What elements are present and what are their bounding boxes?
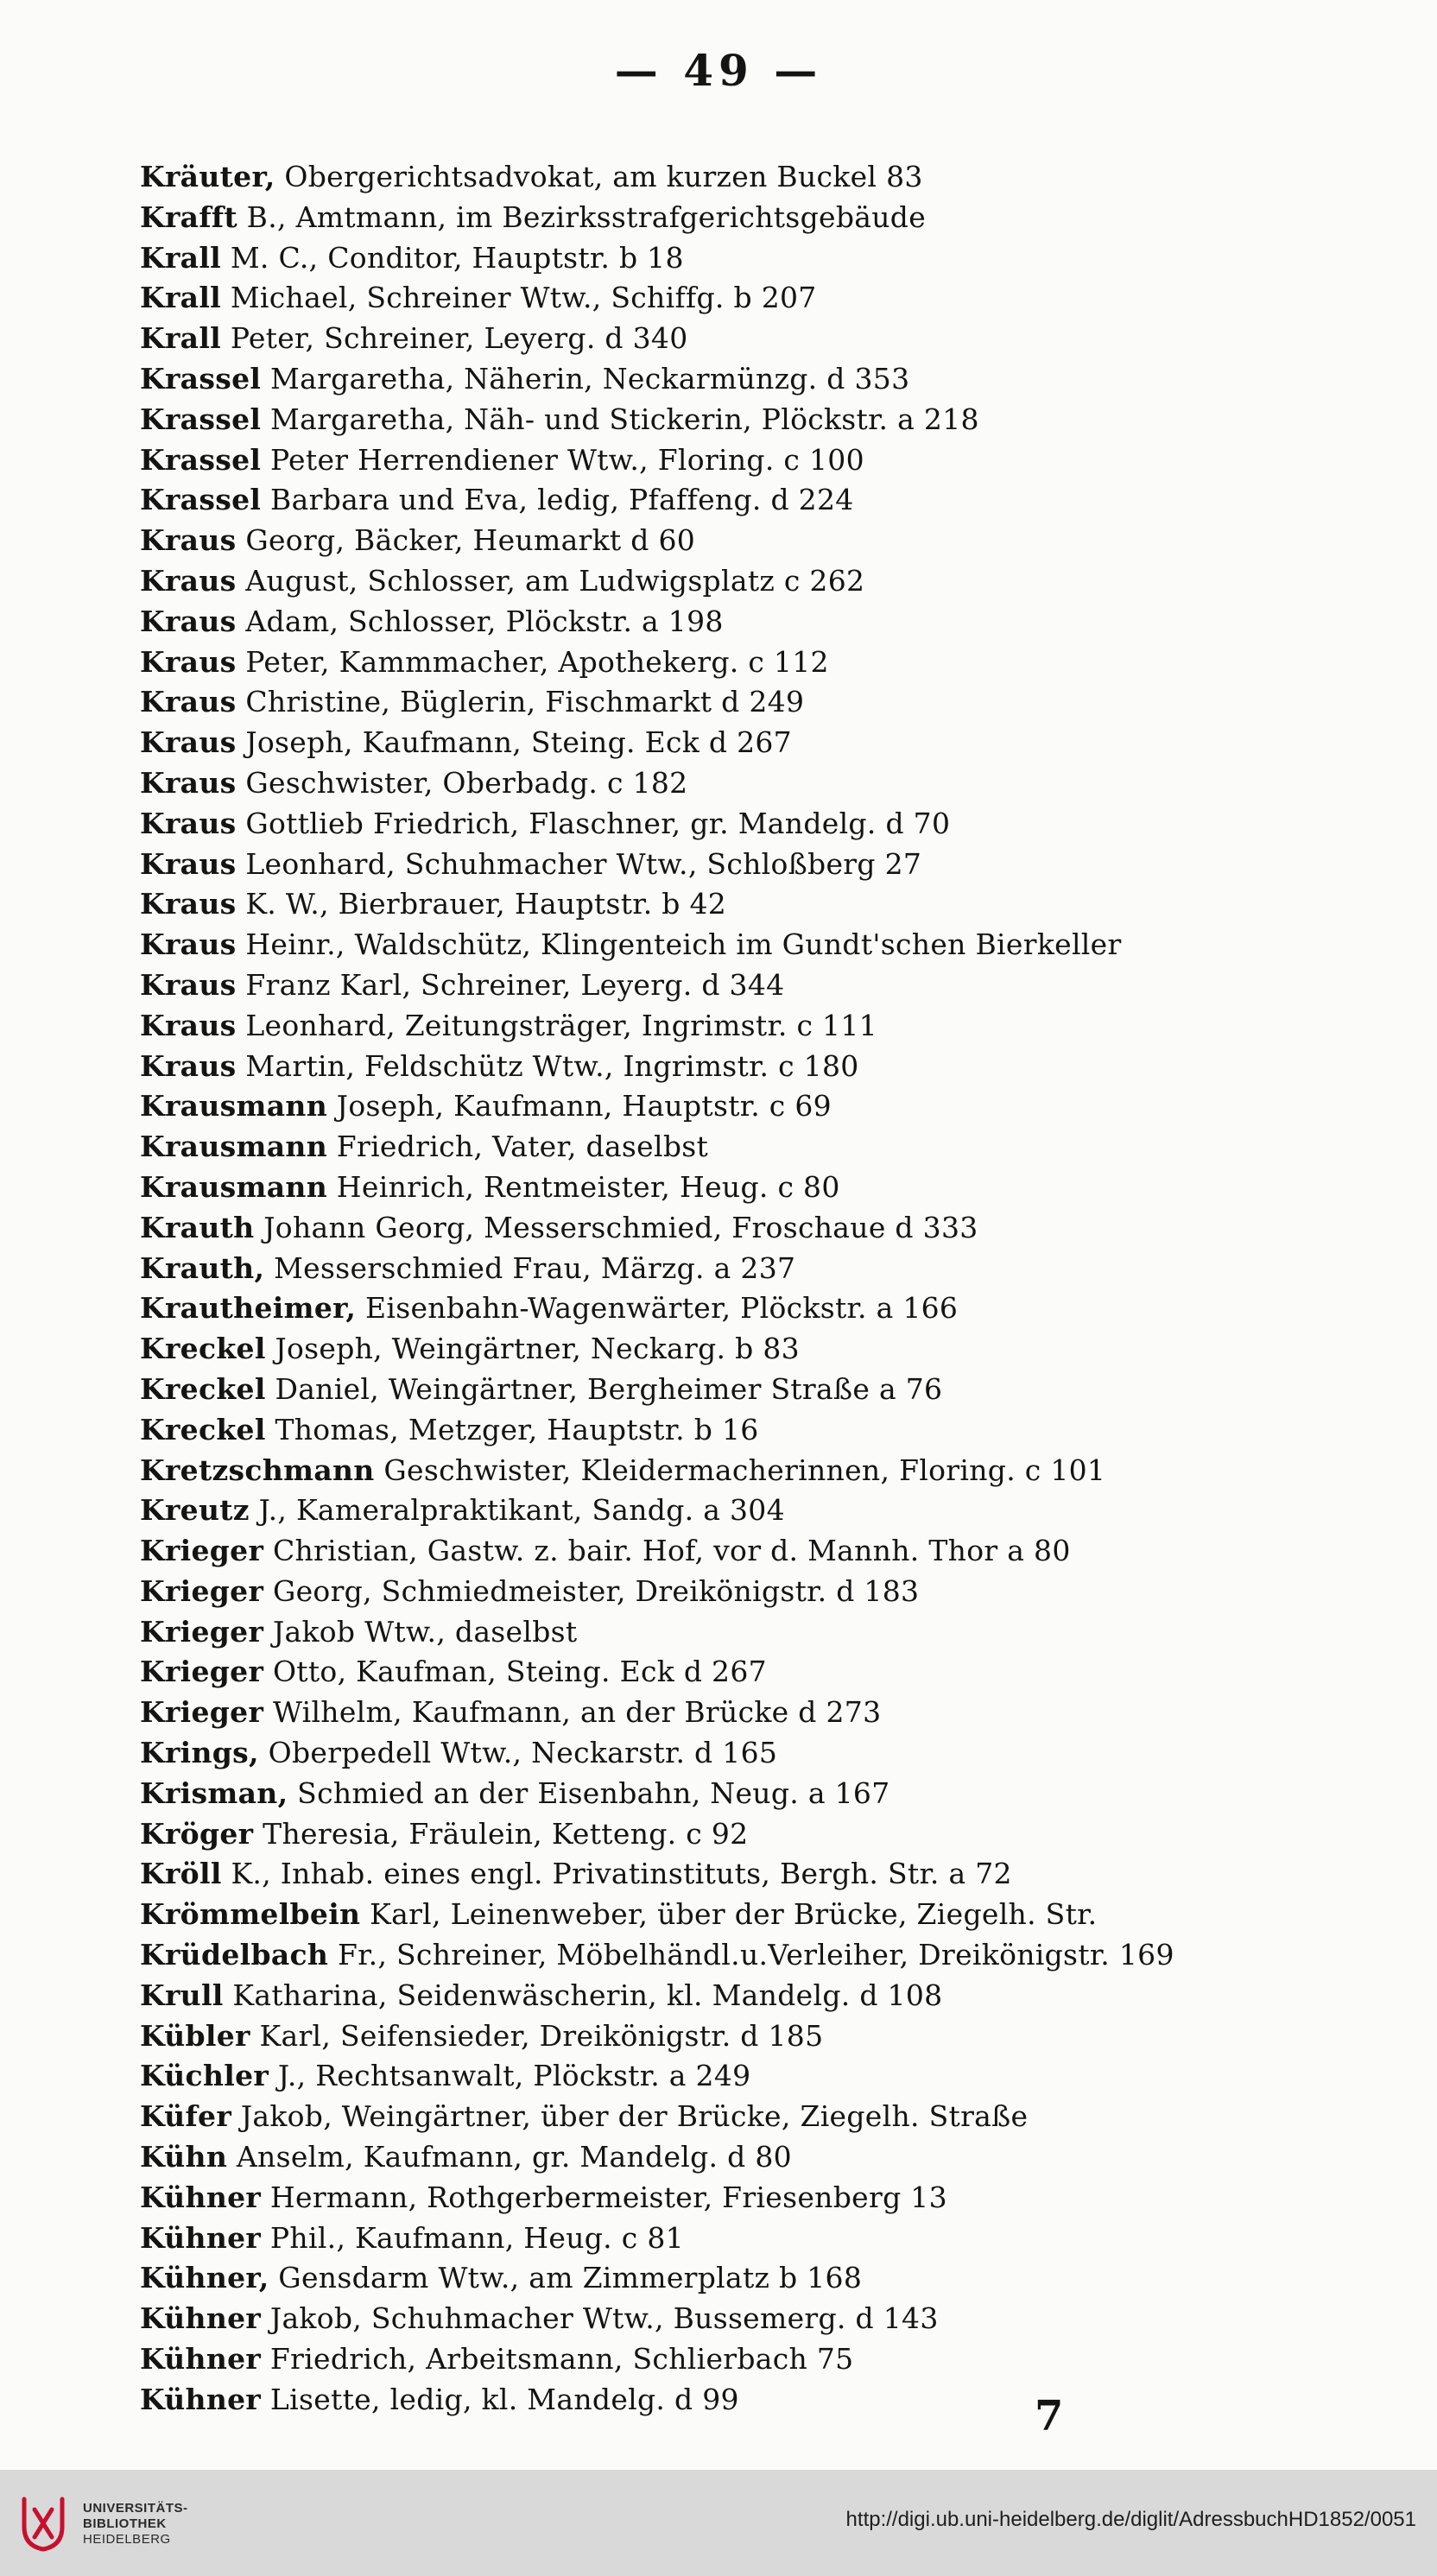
entry-details: Obergerichtsadvokat, am kurzen Buckel 83	[275, 160, 923, 193]
entry-details: Eisenbahn-Wagenwärter, Plöckstr. a 166	[356, 1291, 959, 1326]
entry-surname: Kraus	[140, 1048, 237, 1083]
entry-surname: Krassel	[140, 402, 262, 436]
entry-details: Friedrich, Vater, daselbst	[327, 1130, 709, 1164]
entry-surname: Krömmelbein	[140, 1897, 361, 1932]
entry-surname: Küchler	[140, 2059, 269, 2093]
entry-details: Peter, Schreiner, Leyerg. d 340	[221, 321, 688, 356]
directory-entry	[140, 278, 1366, 319]
footer-bar	[0, 2470, 1437, 2576]
library-name-line3: HEIDELBERG	[83, 2532, 171, 2547]
entry-details: Joseph, Weingärtner, Neckarg. b 83	[265, 1332, 800, 1366]
directory-entry	[140, 1693, 1366, 1733]
entry-surname: Krieger	[140, 1695, 264, 1730]
directory-entry	[140, 1006, 1366, 1047]
entry-surname: Krieger	[140, 1614, 264, 1649]
directory-entry	[140, 1733, 1366, 1774]
entry-details: Georg, Bäcker, Heumarkt d 60	[236, 523, 696, 558]
directory-entry	[140, 359, 1366, 400]
entry-surname: Krieger	[140, 1534, 264, 1568]
entry-surname: Kreckel	[140, 1412, 266, 1446]
entry-details: Joseph, Kaufmann, Hauptstr. c 69	[327, 1089, 832, 1123]
directory-entry	[140, 1854, 1366, 1895]
directory-entry	[140, 845, 1366, 885]
entry-surname: Krautheimer,	[140, 1291, 357, 1326]
entry-details: Hermann, Rothgerbermeister, Friesenberg 13	[261, 2180, 947, 2214]
directory-entry	[140, 2218, 1366, 2259]
entry-details: K., Inhab. eines engl. Privatinstituts, Bergh. Str. a 72	[221, 1857, 1012, 1891]
entry-details: Karl, Seifensieder, Dreikönigstr. d 185	[250, 2018, 824, 2053]
entry-details: Oberpedell Wtw., Neckarstr. d 165	[258, 1736, 778, 1770]
entry-details: Heinr., Waldschütz, Klingenteich im Gundt'schen Bierkeller	[236, 927, 1122, 962]
directory-entry	[140, 1410, 1366, 1451]
entry-surname: Krall	[140, 281, 222, 315]
directory-entry	[140, 1208, 1366, 1249]
directory-entry	[140, 2137, 1366, 2178]
directory-entry	[140, 1086, 1366, 1127]
entry-details: Adam, Schlosser, Plöckstr. a 198	[236, 604, 724, 638]
entry-surname: Kraus	[140, 563, 237, 598]
entry-surname: Kraus	[140, 967, 237, 1002]
directory-entry	[140, 965, 1366, 1006]
directory-entry	[140, 238, 1366, 279]
directory-entry	[140, 2258, 1366, 2299]
entry-surname: Kraus	[140, 604, 237, 638]
entry-surname: Krüdelbach	[140, 1938, 329, 1972]
entry-surname: Kraus	[140, 644, 237, 679]
directory-entry	[140, 157, 1366, 198]
source-url-link[interactable]: http://digi.ub.uni-heidelberg.de/diglit/AdressbuchHD1852/0051	[845, 2508, 1416, 2531]
entry-details: Christian, Gastw. z. bair. Hof, vor d. Mannh. Thor a 80	[263, 1534, 1071, 1568]
directory-entry	[140, 763, 1366, 804]
directory-entry	[140, 1329, 1366, 1370]
entry-details: Martin, Feldschütz Wtw., Ingrimstr. c 180	[236, 1048, 859, 1083]
directory-entry	[140, 2380, 1366, 2421]
entry-details: Gensdarm Wtw., am Zimmerplatz b 168	[269, 2261, 863, 2295]
entry-details: Joseph, Kaufmann, Steing. Eck d 267	[236, 725, 792, 760]
directory-entry	[140, 319, 1366, 359]
entry-surname: Krull	[140, 1978, 224, 2012]
entry-surname: Krieger	[140, 1655, 264, 1689]
entry-surname: Kraus	[140, 846, 237, 881]
directory-entry	[140, 1491, 1366, 1531]
entry-surname: Kröger	[140, 1816, 254, 1851]
directory-entry	[140, 884, 1366, 925]
entry-details: Fr., Schreiner, Möbelhändl.u.Verleiher, Dreikönigstr. 169	[328, 1938, 1174, 1972]
entry-details: Friedrich, Arbeitsmann, Schlierbach 75	[261, 2342, 854, 2377]
entry-details: B., Amtmann, im Bezirksstrafgerichtsgebäude	[237, 199, 927, 234]
directory-entry	[140, 1047, 1366, 1087]
directory-entry	[140, 2178, 1366, 2218]
entry-surname: Krassel	[140, 442, 262, 477]
directory-entry	[140, 1127, 1366, 1168]
entry-surname: Kräuter,	[140, 160, 275, 193]
directory-entry	[140, 642, 1366, 683]
library-name	[83, 2501, 188, 2548]
entry-surname: Kröll	[140, 1857, 222, 1891]
entry-surname: Kretzschmann	[140, 1453, 375, 1487]
library-name-line2: BIBLIOTHEK	[83, 2516, 167, 2531]
entry-surname: Krings,	[140, 1736, 259, 1770]
directory-entry	[140, 2097, 1366, 2137]
directory-entry	[140, 1572, 1366, 1612]
entry-surname: Kraus	[140, 887, 237, 921]
entry-surname: Kühner,	[140, 2261, 269, 2295]
entry-surname: Küfer	[140, 2099, 232, 2134]
entry-surname: Kühn	[140, 2140, 228, 2174]
entry-surname: Kühner	[140, 2382, 262, 2416]
directory-entry	[140, 198, 1366, 238]
entry-details: Michael, Schreiner Wtw., Schiffg. b 207	[221, 281, 817, 315]
page-number: — 49 —	[614, 45, 823, 96]
directory-entry	[140, 682, 1366, 723]
entry-details: K. W., Bierbrauer, Hauptstr. b 42	[236, 887, 727, 921]
university-seal-icon	[16, 2492, 71, 2554]
entry-details: Johann Georg, Messerschmied, Froschaue d 333	[254, 1210, 978, 1244]
entry-surname: Kühner	[140, 2180, 262, 2214]
entry-details: Messerschmied Frau, Märzg. a 237	[264, 1250, 796, 1285]
entry-details: Franz Karl, Schreiner, Leyerg. d 344	[236, 967, 785, 1002]
directory-entry	[140, 2016, 1366, 2057]
directory-entry	[140, 2339, 1366, 2380]
entry-details: Heinrich, Rentmeister, Heug. c 80	[327, 1169, 840, 1204]
directory-entry	[140, 804, 1366, 845]
directory-entry	[140, 1814, 1366, 1855]
entry-surname: Krafft	[140, 199, 237, 234]
directory-entry	[140, 1652, 1366, 1693]
library-logo[interactable]	[16, 2492, 275, 2554]
directory-entry	[140, 1774, 1366, 1814]
entry-surname: Kraus	[140, 725, 237, 760]
entry-details: Thomas, Metzger, Hauptstr. b 16	[265, 1412, 759, 1446]
directory-entry-list	[140, 157, 1366, 2421]
entry-surname: Krausmann	[140, 1089, 328, 1123]
directory-entry	[140, 1451, 1366, 1491]
directory-entry	[140, 521, 1366, 561]
directory-entry	[140, 400, 1366, 440]
entry-details: Daniel, Weingärtner, Bergheimer Straße a 76	[265, 1371, 943, 1406]
entry-surname: Kraus	[140, 1008, 237, 1042]
entry-details: Wilhelm, Kaufmann, an der Brücke d 273	[263, 1695, 882, 1730]
entry-surname: Kühner	[140, 2342, 262, 2377]
directory-entry	[140, 1976, 1366, 2016]
entry-details: Jakob Wtw., daselbst	[263, 1614, 578, 1649]
entry-surname: Kreckel	[140, 1332, 266, 1366]
directory-entry	[140, 1370, 1366, 1410]
entry-details: Jakob, Weingärtner, über der Brücke, Ziegelh. Straße	[231, 2099, 1029, 2134]
directory-entry	[140, 440, 1366, 481]
directory-entry	[140, 1612, 1366, 1653]
entry-details: August, Schlosser, am Ludwigsplatz c 262	[236, 563, 865, 598]
entry-details: Peter Herrendiener Wtw., Floring. c 100	[261, 442, 864, 477]
entry-surname: Krauth	[140, 1210, 255, 1244]
directory-entry	[140, 925, 1366, 965]
entry-details: Karl, Leinenweber, über der Brücke, Ziegelh. Str.	[360, 1897, 1098, 1932]
entry-surname: Krassel	[140, 483, 262, 517]
entry-surname: Kraus	[140, 806, 237, 840]
directory-entry	[140, 602, 1366, 642]
signature-mark: 7	[1035, 2392, 1064, 2440]
entry-details: Schmied an der Eisenbahn, Neug. a 167	[288, 1775, 890, 1810]
entry-surname: Kühner	[140, 2301, 262, 2336]
directory-entry	[140, 1895, 1366, 1935]
directory-entry	[140, 723, 1366, 763]
entry-surname: Krausmann	[140, 1169, 328, 1204]
entry-details: M. C., Conditor, Hauptstr. b 18	[221, 240, 684, 275]
entry-surname: Kraus	[140, 927, 237, 962]
entry-surname: Krausmann	[140, 1130, 328, 1164]
entry-surname: Kraus	[140, 765, 237, 800]
entry-details: Margaretha, Näherin, Neckarmünzg. d 353	[261, 361, 910, 396]
entry-surname: Krassel	[140, 361, 262, 396]
directory-entry	[140, 1249, 1366, 1289]
entry-details: Lisette, ledig, kl. Mandelg. d 99	[261, 2382, 739, 2416]
entry-surname: Krall	[140, 321, 222, 356]
entry-surname: Kreutz	[140, 1493, 250, 1528]
entry-surname: Kreckel	[140, 1371, 266, 1406]
entry-details: Geschwister, Kleidermacherinnen, Floring. c 101	[374, 1453, 1106, 1487]
directory-entry	[140, 1935, 1366, 1976]
entry-details: Theresia, Fräulein, Ketteng. c 92	[253, 1816, 749, 1851]
entry-surname: Kraus	[140, 523, 237, 558]
entry-details: Phil., Kaufmann, Heug. c 81	[261, 2220, 684, 2255]
directory-entry	[140, 1531, 1366, 1572]
entry-surname: Krall	[140, 240, 222, 275]
entry-details: Barbara und Eva, ledig, Pfaffeng. d 224	[261, 483, 854, 517]
entry-details: Leonhard, Schuhmacher Wtw., Schloßberg 27	[236, 846, 922, 881]
entry-details: Leonhard, Zeitungsträger, Ingrimstr. c 111	[236, 1008, 877, 1042]
library-name-line1: UNIVERSITÄTS-	[83, 2501, 188, 2516]
entry-surname: Krauth,	[140, 1250, 265, 1285]
directory-entry	[140, 561, 1366, 602]
entry-details: Peter, Kammmacher, Apothekerg. c 112	[236, 644, 829, 679]
entry-surname: Krieger	[140, 1573, 264, 1608]
entry-details: Gottlieb Friedrich, Flaschner, gr. Mandelg. d 70	[236, 806, 951, 840]
directory-entry	[140, 1288, 1366, 1329]
directory-entry	[140, 480, 1366, 521]
entry-details: Geschwister, Oberbadg. c 182	[236, 765, 688, 800]
entry-details: Otto, Kaufman, Steing. Eck d 267	[263, 1655, 767, 1689]
entry-details: Christine, Büglerin, Fischmarkt d 249	[236, 685, 805, 719]
entry-details: Anselm, Kaufmann, gr. Mandelg. d 80	[227, 2140, 792, 2174]
entry-surname: Krisman,	[140, 1775, 288, 1810]
entry-surname: Kübler	[140, 2018, 250, 2053]
entry-details: Jakob, Schuhmacher Wtw., Bussemerg. d 143	[261, 2301, 939, 2336]
entry-details: Katharina, Seidenwäscherin, kl. Mandelg. d 108	[223, 1978, 943, 2012]
directory-entry	[140, 1168, 1366, 1208]
directory-entry	[140, 2299, 1366, 2339]
entry-details: Georg, Schmiedmeister, Dreikönigstr. d 183	[263, 1573, 920, 1608]
entry-surname: Kraus	[140, 685, 237, 719]
entry-details: J., Kameralpraktikant, Sandg. a 304	[249, 1493, 785, 1528]
entry-details: Margaretha, Näh- und Stickerin, Plöckstr. a 218	[261, 402, 979, 436]
directory-entry	[140, 2056, 1366, 2097]
entry-surname: Kühner	[140, 2220, 262, 2255]
entry-details: J., Rechtsanwalt, Plöckstr. a 249	[269, 2059, 751, 2093]
